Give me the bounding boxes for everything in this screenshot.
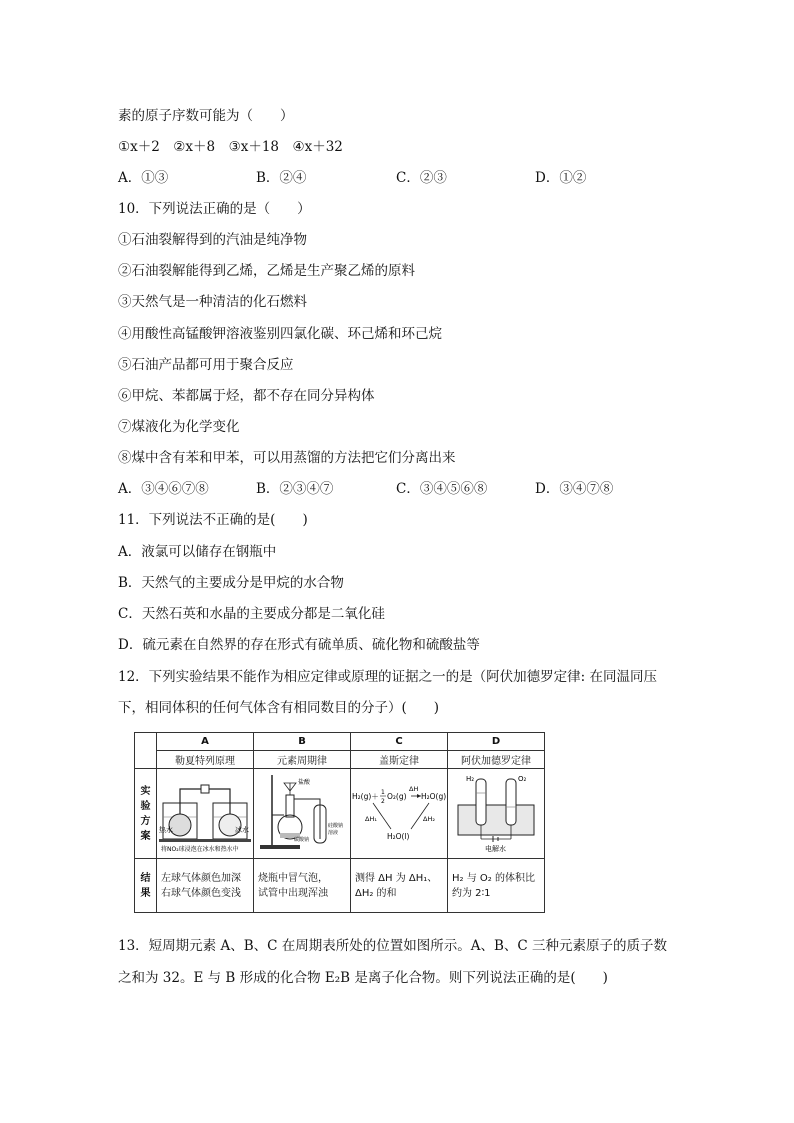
- label-hcl: 盐酸: [298, 779, 311, 786]
- law-b: 元素周期律: [254, 751, 351, 769]
- label-solution: 溶液: [328, 830, 339, 836]
- q10-statement: ③天然气是一种清洁的化石燃料: [118, 294, 307, 310]
- hess-law-diagram: [351, 769, 447, 855]
- q9-option-a[interactable]: A．①③: [118, 170, 169, 186]
- q11-option-b[interactable]: B．天然气的主要成分是甲烷的水合物: [118, 575, 344, 591]
- figure-b: [254, 769, 351, 859]
- q10-statement: ④用酸性高锰酸钾溶液鉴别四氯化碳、环己烯和环己烷: [118, 326, 442, 342]
- label-dh1: ΔH₁: [365, 815, 377, 823]
- electrolysis-apparatus: [448, 769, 544, 855]
- le-chatelier-apparatus: [157, 769, 253, 855]
- label-na2co3: 碳酸钠: [294, 837, 310, 843]
- law-c: 盖斯定律: [351, 751, 448, 769]
- q10-option-a[interactable]: A．③④⑥⑦⑧: [118, 481, 209, 497]
- q10-options: [0, 477, 794, 497]
- q10-statement: ②石油裂解能得到乙烯，乙烯是生产聚乙烯的原料: [118, 263, 415, 279]
- label-na2sio3: 硅酸钠: [328, 823, 344, 829]
- q9-choices: ①x＋2 ②x＋8 ③x＋18 ④x＋32: [118, 139, 343, 155]
- label-half-num: 1: [381, 789, 385, 796]
- experiment-table: [134, 732, 545, 913]
- table-corner: [135, 733, 157, 769]
- label-h2g: H₂(g)＋: [352, 792, 379, 801]
- col-letter-a: A: [157, 733, 254, 751]
- row-label-result: 结果: [135, 859, 157, 913]
- result-b: 烧瓶中冒气泡， 试管中出现浑浊: [254, 859, 351, 913]
- label-dh2: ΔH₂: [423, 815, 435, 823]
- figure-d: [448, 769, 545, 859]
- q11-option-a[interactable]: A．液氯可以储存在钢瓶中: [118, 544, 277, 560]
- col-letter-d: D: [448, 733, 545, 751]
- result-d: H₂ 与 O₂ 的体积比 约为 2∶1: [448, 859, 545, 913]
- q10-statement: ①石油裂解得到的汽油是纯净物: [118, 232, 307, 248]
- col-letter-b: B: [254, 733, 351, 751]
- q9-option-b[interactable]: B．②④: [256, 170, 307, 186]
- col-letter-c: C: [351, 733, 448, 751]
- periodic-law-apparatus: [254, 769, 350, 855]
- law-a: 勒夏特列原理: [157, 751, 254, 769]
- q10-option-b[interactable]: B．②③④⑦: [256, 481, 334, 497]
- figure-c: [351, 769, 448, 859]
- row-label-plan: 实验方案: [135, 769, 157, 859]
- q13-stem-line1: 13．短周期元素 A、B、C 在周期表所处的位置如图所示。A、B、C 三种元素原子的质子数: [118, 938, 668, 954]
- label-ice-water: 冰水: [235, 826, 249, 834]
- label-half-den: 2: [381, 798, 385, 805]
- q10-statement: ⑦煤液化为化学变化: [118, 419, 240, 435]
- caption-a: 将NO₂球浸泡在冰水和热水中: [161, 846, 239, 853]
- q10-option-d[interactable]: D．③④⑦⑧: [535, 481, 614, 497]
- label-o2g: O₂(g): [387, 792, 407, 801]
- q9-option-d[interactable]: D．①②: [535, 170, 587, 186]
- q12-stem-line1: 12．下列实验结果不能作为相应定律或原理的证据之一的是（阿伏加德罗定律: 在同温同压: [118, 669, 658, 685]
- label-dh: ΔH: [409, 785, 419, 793]
- q12-stem-line2: 下，相同体积的任何气体含有相同数目的分子）( ): [118, 700, 440, 716]
- q10-statement: ⑤石油产品都可用于聚合反应: [118, 357, 294, 373]
- caption-d: 电解水: [485, 845, 506, 853]
- label-h2o-liquid: H₂O(l): [387, 832, 410, 841]
- result-c: 测得 ΔH 为 ΔH₁、 ΔH₂ 的和: [351, 859, 448, 913]
- q10-option-c[interactable]: C．③④⑤⑥⑧: [396, 481, 488, 497]
- q9-options: [0, 166, 794, 186]
- q11-stem: 11．下列说法不正确的是( ): [118, 512, 308, 528]
- q9-option-c[interactable]: C．②③: [396, 170, 447, 186]
- q10-statement: ⑥甲烷、苯都属于烃，都不存在同分异构体: [118, 388, 375, 404]
- result-a: 左球气体颜色加深 右球气体颜色变浅: [157, 859, 254, 913]
- law-d: 阿伏加德罗定律: [448, 751, 545, 769]
- q11-option-c[interactable]: C．天然石英和水晶的主要成分都是二氧化硅: [118, 606, 385, 622]
- label-hot-water: 热水: [159, 826, 173, 834]
- q9-stem-tail: 素的原子序数可能为（ ）: [118, 108, 294, 124]
- label-o2-tube: O₂: [518, 775, 527, 783]
- figure-a: [157, 769, 254, 859]
- q10-stem: 10．下列说法正确的是（ ）: [118, 201, 311, 217]
- q13-stem-line2: 之和为 32。E 与 B 形成的化合物 E₂B 是离子化合物。则下列说法正确的是( ): [118, 970, 608, 986]
- label-h2-tube: H₂: [466, 775, 475, 783]
- q10-statement: ⑧煤中含有苯和甲苯，可以用蒸馏的方法把它们分离出来: [118, 450, 456, 466]
- q11-option-d[interactable]: D．硫元素在自然界的存在形式有硫单质、硫化物和硫酸盐等: [118, 637, 480, 653]
- label-h2o-gas: H₂O(g): [421, 792, 447, 801]
